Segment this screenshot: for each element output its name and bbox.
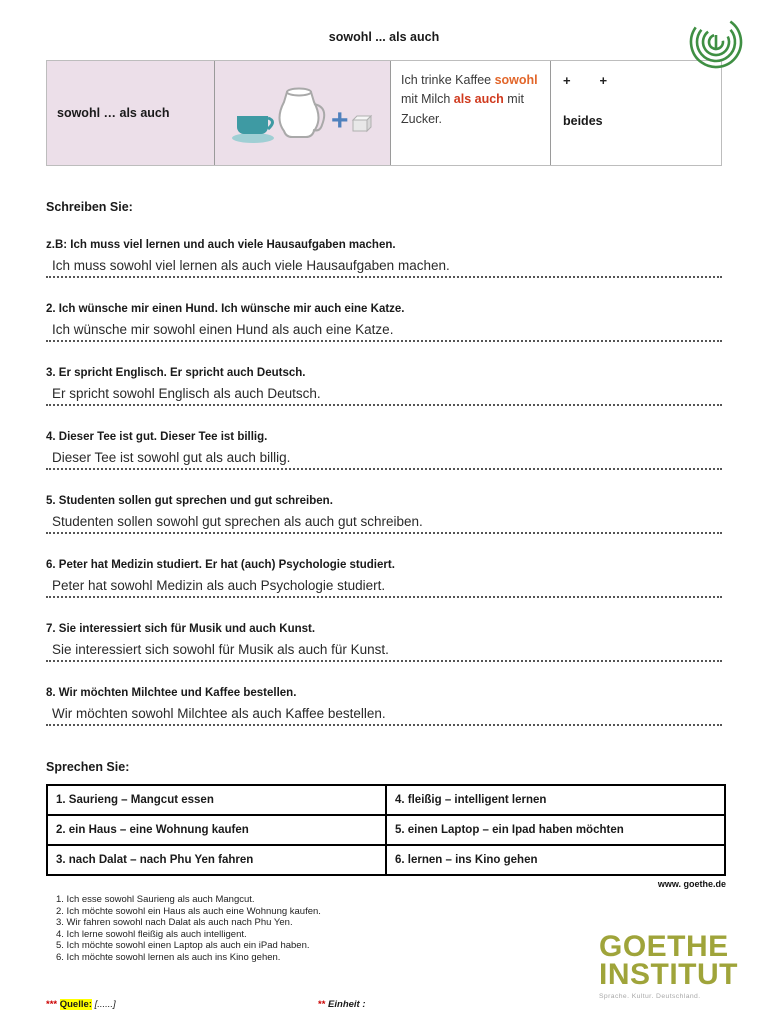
exercise-item (46, 239, 722, 278)
goethe-institut-wordmark (599, 929, 738, 1000)
illustration-cell (215, 61, 391, 165)
unit-label: Einheit : (328, 999, 366, 1010)
brand-tagline: Sprache. Kultur. Deutschland. (599, 992, 701, 1000)
exercise-prompt: 8. Wir möchten Milchtee und Kaffee bestellen. (46, 687, 297, 699)
exercise-answer-line: Ich muss sowohl viel lernen als auch viele Hausaufgaben machen. (46, 251, 722, 278)
exercise-item (46, 367, 722, 406)
exercise-answer-line: Ich wünsche mir sowohl einen Hund als auch eine Katze. (46, 315, 722, 342)
plus-icon: + (330, 104, 349, 137)
exercise-answer-line: Dieser Tee ist sowohl gut als auch billig. (46, 443, 722, 470)
sentence-part: Ich trinke Kaffee (401, 73, 495, 87)
footnote-stars: *** (46, 999, 58, 1010)
grammar-term-cell: sowohl … als auch (47, 61, 215, 165)
exercise-answer-line: Sie interessiert sich sowohl für Musik als auch für Kunst. (46, 635, 722, 662)
exercise-prompt: 4. Dieser Tee ist gut. Dieser Tee ist billig. (46, 431, 268, 443)
table-row (47, 815, 725, 845)
exercise-answer-line: Er spricht sowohl Englisch als auch Deutsch. (46, 379, 722, 406)
source-footnote (46, 999, 116, 1010)
source-value: [......] (91, 999, 116, 1010)
speak-cell: 1. Saurieng – Mangcut essen (47, 785, 386, 815)
coffee-milk-sugar-illustration (227, 76, 379, 150)
exercise-prompt: 7. Sie interessiert sich für Musik und auch Kunst. (46, 623, 316, 635)
speak-cell: 6. lernen – ins Kino gehen (386, 845, 725, 875)
exercise-item (46, 431, 722, 470)
sprechen-sie-heading: Sprechen Sie: (46, 760, 130, 774)
table-row (47, 785, 725, 815)
list-item: 6. Ich möchte sowohl lernen als auch ins Kino gehen. (56, 951, 281, 963)
exercise-answer-line: Studenten sollen sowohl gut sprechen als auch gut schreiben. (46, 507, 722, 534)
exercise-item (46, 687, 722, 726)
table-row (47, 845, 725, 875)
speak-cell: 3. nach Dalat – nach Phu Yen fahren (47, 845, 386, 875)
exercise-prompt: 6. Peter hat Medizin studiert. Er hat (auch) Psychologie studiert. (46, 559, 395, 571)
highlight-als-auch: als auch (453, 92, 504, 107)
footnote-stars: ** (318, 999, 326, 1010)
list-item: 4. Ich lerne sowohl fleißig als auch intelligent. (56, 928, 247, 940)
sugar-cube-icon (353, 116, 371, 131)
meaning-cell (551, 61, 721, 165)
speak-cell: 4. fleißig – intelligent lernen (386, 785, 725, 815)
list-item: 3. Wir fahren sowohl nach Dalat als auch nach Phu Yen. (56, 917, 293, 929)
highlight-sowohl: sowohl (494, 73, 538, 87)
goethe-logo-icon (688, 14, 744, 70)
exercise-answer-line: Wir möchten sowohl Milchtee als auch Kaffee bestellen. (46, 699, 722, 726)
coffee-cup-icon (232, 116, 274, 143)
sentence-part: mit Milch (401, 92, 454, 107)
exercise-prompt: 3. Er spricht Englisch. Er spricht auch Deutsch. (46, 367, 306, 379)
exercise-item (46, 303, 722, 342)
unit-footnote (318, 999, 366, 1010)
exercise-item (46, 623, 722, 662)
exercise-prompt: 2. Ich wünsche mir einen Hund. Ich wünsche mir auch eine Katze. (46, 303, 405, 315)
source-label: Quelle: (59, 999, 92, 1010)
exercise-answer-line: Peter hat sowohl Medizin als auch Psychologie studiert. (46, 571, 722, 598)
exercise-prompt: 5. Studenten sollen gut sprechen und gut schreiben. (46, 495, 333, 507)
grammar-header-table (46, 60, 722, 166)
exercise-prompt: z.B: Ich muss viel lernen und auch viele Hausaufgaben machen. (46, 239, 396, 251)
sentence-part: mit Zucker. (401, 92, 524, 126)
list-item: 1. Ich esse sowohl Saurieng als auch Mangcut. (56, 894, 255, 905)
schreiben-sie-heading: Schreiben Sie: (46, 200, 133, 214)
speak-cell: 5. einen Laptop – ein Ipad haben möchten (386, 815, 725, 845)
page-title: sowohl ... als auch (328, 30, 440, 44)
exercise-item (46, 495, 722, 534)
list-item: 5. Ich möchte sowohl einen Laptop als auch ein iPad haben. (56, 940, 310, 952)
brand-line: INSTITUT (599, 958, 738, 992)
speaking-prompts-table (46, 784, 726, 876)
plus-symbols: + + (563, 73, 608, 88)
example-sentence-cell (391, 61, 551, 165)
speak-cell: 2. ein Haus – eine Wohnung kaufen (47, 815, 386, 845)
brand-line: GOETHE (599, 929, 729, 963)
website-url: www. goethe.de (657, 879, 726, 889)
exercise-item (46, 559, 722, 598)
meaning-label: beides (563, 114, 603, 128)
list-item: 2. Ich möchte sowohl ein Haus als auch eine Wohnung kaufen. (56, 905, 321, 917)
milk-jug-icon (279, 89, 324, 138)
